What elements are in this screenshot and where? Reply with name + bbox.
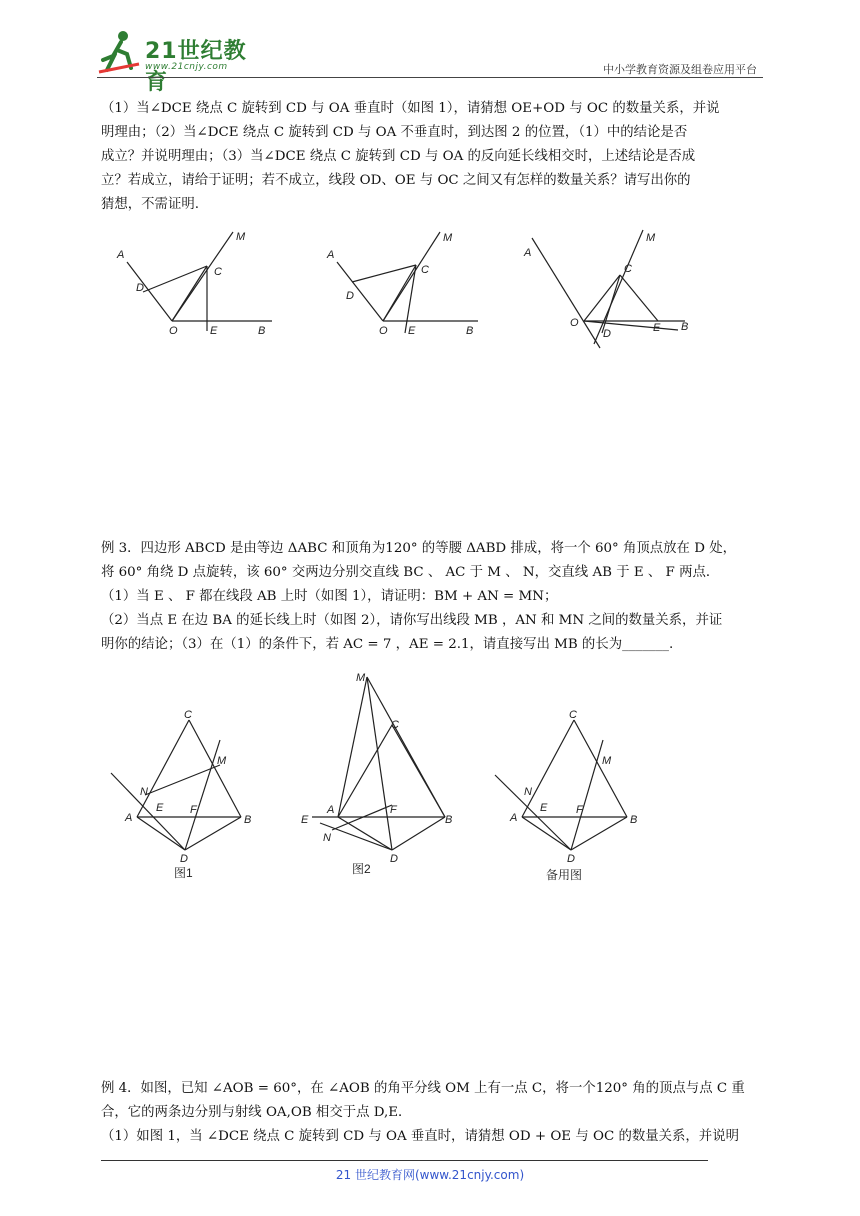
- label-a: A: [327, 249, 335, 261]
- problem-text-example4: [101, 1077, 765, 1149]
- label-o: O: [570, 317, 579, 329]
- header-divider: [97, 77, 763, 78]
- label-b: B: [244, 814, 252, 826]
- label-e: E: [540, 802, 548, 814]
- figure-caption: 图1: [174, 866, 193, 880]
- label-d: D: [180, 853, 188, 865]
- label-c: C: [624, 263, 632, 275]
- page-header: [97, 28, 763, 95]
- text-line: 例 4．如图，已知 ∠AOB = 60°，在 ∠AOB 的角平分线 OM 上有一点 C，将一个120° 角的顶点与点 C 重: [101, 1081, 745, 1096]
- figure-row-2: [100, 665, 660, 890]
- problem-text-example3: [101, 537, 765, 657]
- label-m: M: [217, 755, 227, 767]
- text-line: 合，它的两条边分别与射线 OA,OB 相交于点 D,E．: [101, 1105, 412, 1120]
- label-f: F: [390, 804, 397, 816]
- figure-caption: 图2: [352, 862, 371, 876]
- label-d: D: [346, 290, 354, 302]
- label-m: M: [443, 232, 453, 244]
- label-b: B: [681, 321, 689, 333]
- label-c: C: [184, 709, 192, 721]
- label-c: C: [569, 709, 577, 721]
- text-line: （1）如图 1，当 ∠DCE 绕点 C 旋转到 CD 与 OA 垂直时，请猜想 OD + OE 与 OC 的数量关系，并说明: [101, 1129, 739, 1144]
- figure-caption: 备用图: [546, 868, 583, 882]
- label-f: F: [190, 804, 197, 816]
- label-m: M: [356, 672, 366, 684]
- logo-url: www.21cnjy.com: [145, 62, 228, 72]
- text-line: （1）当∠DCE 绕点 C 旋转到 CD 与 OA 垂直时（如图 1），请猜想 OE+OD 与 OC 的数量关系，并说: [101, 101, 720, 116]
- label-m: M: [646, 232, 656, 244]
- label-d: D: [603, 328, 611, 340]
- label-e: E: [653, 322, 661, 334]
- label-b: B: [445, 814, 453, 826]
- label-a: A: [117, 249, 125, 261]
- label-a: A: [327, 804, 335, 816]
- figure-row-1: [100, 220, 700, 355]
- label-f: F: [576, 804, 583, 816]
- label-b: B: [630, 814, 638, 826]
- label-b: B: [466, 325, 474, 337]
- label-a: A: [125, 812, 133, 824]
- label-c: C: [391, 719, 399, 731]
- text-line: 成立？并说明理由；（3）当∠DCE 绕点 C 旋转到 CD 与 OA 的反向延长线相交时，上述结论是否成: [101, 149, 696, 164]
- text-line: 例 3．四边形 ABCD 是由等边 ΔABC 和顶角为120° 的等腰 ΔABD 排成，将一个 60° 角顶点放在 D 处，: [101, 541, 736, 556]
- label-a: A: [524, 247, 532, 259]
- footer-divider: [101, 1160, 708, 1161]
- text-line: 明理由；（2）当∠DCE 绕点 C 旋转到 CD 与 OA 不垂直时，到达图 2 的位置，（1）中的结论是否: [101, 125, 688, 140]
- runner-logo-icon: [97, 28, 143, 74]
- label-d: D: [390, 853, 398, 865]
- label-d: D: [136, 282, 144, 294]
- label-d: D: [567, 853, 575, 865]
- label-e: E: [408, 325, 416, 337]
- label-c: C: [421, 264, 429, 276]
- platform-name: 中小学教育资源及组卷应用平台: [603, 63, 757, 76]
- label-a: A: [510, 812, 518, 824]
- label-n: N: [524, 786, 532, 798]
- text-line: 猜想，不需证明.: [101, 197, 199, 212]
- text-line: 将 60° 角绕 D 点旋转，该 60° 交两边分别交直线 BC 、 AC 于 M 、 N，交直线 AB 于 E 、 F 两点．: [101, 565, 720, 580]
- label-o: O: [379, 325, 388, 337]
- label-e: E: [301, 814, 309, 826]
- text-line: 立？若成立，请给于证明；若不成立，线段 OD、OE 与 OC 之间又有怎样的数量关系？请写出你的: [101, 173, 691, 188]
- text-line: 明你的结论；（3）在（1）的条件下，若 AC = 7 ，AE = 2.1，请直接写出 MB 的长为_______.: [101, 637, 674, 652]
- label-e: E: [156, 802, 164, 814]
- label-e: E: [210, 325, 218, 337]
- text-line: （1）当 E 、 F 都在线段 AB 上时（如图 1），请证明：BM + AN = MN；: [101, 589, 558, 604]
- site-logo[interactable]: [97, 28, 267, 95]
- problem-text-section1: [101, 97, 765, 217]
- label-m: M: [236, 231, 246, 243]
- label-n: N: [323, 832, 331, 844]
- label-n: N: [140, 786, 148, 798]
- logo-text: 21世纪教育: [145, 39, 247, 95]
- label-c: C: [214, 266, 222, 278]
- label-m: M: [602, 755, 612, 767]
- text-line: （2）当点 E 在边 BA 的延长线上时（如图 2），请你写出线段 MB ，AN 和 MN 之间的数量关系，并证: [101, 613, 723, 628]
- footer-link[interactable]: 21 世纪教育网(www.21cnjy.com): [335, 1168, 525, 1182]
- label-o: O: [169, 325, 178, 337]
- label-b: B: [258, 325, 266, 337]
